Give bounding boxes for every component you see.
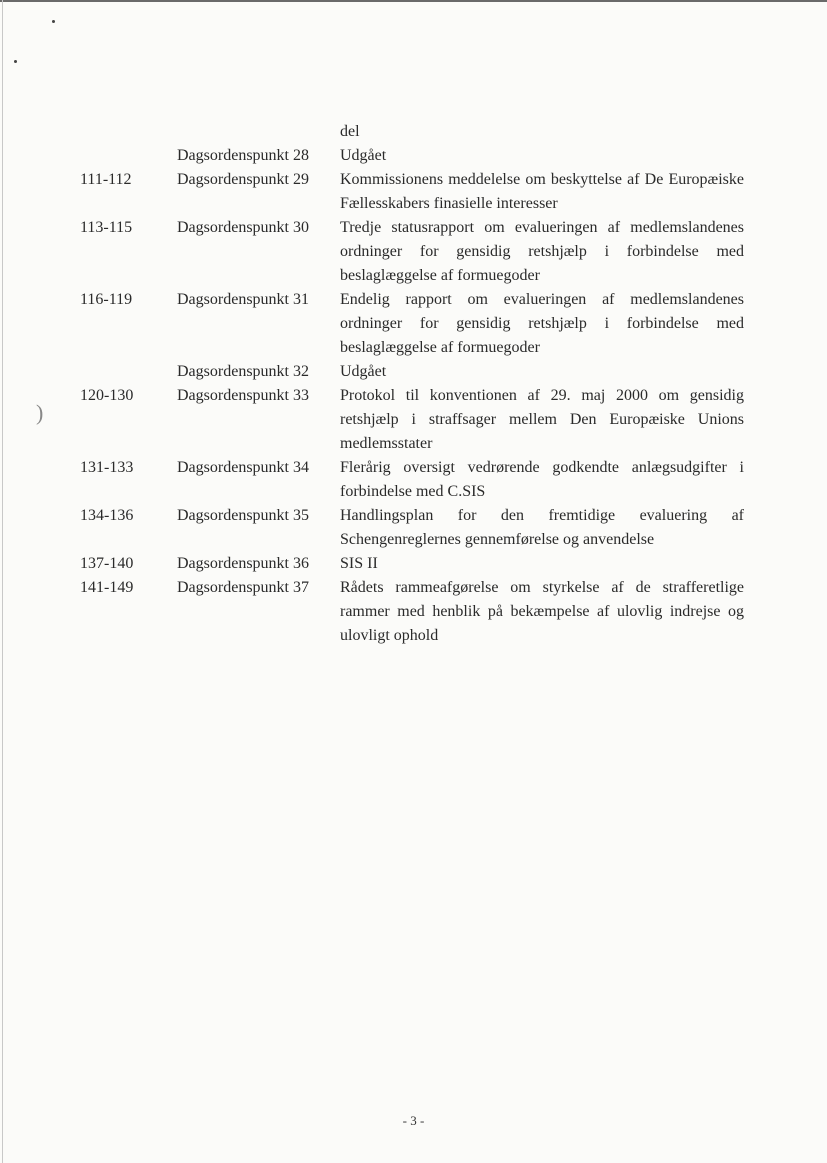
agenda-description: Udgået bbox=[340, 147, 387, 164]
agenda-item-label: Dagsordenspunkt 30 bbox=[177, 219, 309, 236]
agenda-row bbox=[0, 384, 827, 456]
agenda-item-label: Dagsordenspunkt 31 bbox=[177, 291, 309, 308]
page-range: 116-119 bbox=[80, 291, 133, 308]
agenda-row bbox=[0, 576, 827, 648]
agenda-list bbox=[0, 120, 827, 648]
agenda-row bbox=[0, 504, 827, 552]
page-range: 137-140 bbox=[80, 555, 134, 572]
agenda-description: Flerårig oversigt vedrørende godkendte anlægsudgifter i forbindelse med C.SIS bbox=[340, 459, 744, 500]
top-edge-rule bbox=[0, 0, 827, 2]
agenda-description: SIS II bbox=[340, 555, 378, 572]
agenda-row bbox=[0, 216, 827, 288]
agenda-description: Kommissionens meddelelse om beskyttelse af De Europæiske Fællesskabers finasielle interesser bbox=[340, 171, 744, 212]
agenda-description: Udgået bbox=[340, 363, 387, 380]
agenda-item-label: Dagsordenspunkt 32 bbox=[177, 363, 309, 380]
agenda-row bbox=[0, 168, 827, 216]
page-range: 141-149 bbox=[80, 579, 134, 596]
agenda-item-label: Dagsordenspunkt 33 bbox=[177, 387, 309, 404]
agenda-item-label: Dagsordenspunkt 29 bbox=[177, 171, 309, 188]
agenda-description: del bbox=[340, 123, 360, 140]
agenda-item-label: Dagsordenspunkt 28 bbox=[177, 147, 309, 164]
agenda-row bbox=[0, 456, 827, 504]
agenda-description: Rådets rammeafgørelse om styrkelse af de strafferetlige rammer med henblik på bekæmpelse af ulovlig indrejse og ulovligt ophold bbox=[340, 579, 744, 644]
scan-speck bbox=[14, 60, 17, 63]
agenda-item-label: Dagsordenspunkt 37 bbox=[177, 579, 309, 596]
agenda-row bbox=[0, 360, 827, 384]
agenda-row bbox=[0, 288, 827, 360]
scan-mark: ) bbox=[36, 400, 44, 425]
page-range: 111-112 bbox=[80, 171, 132, 188]
agenda-item-label: Dagsordenspunkt 34 bbox=[177, 459, 309, 476]
agenda-description: Protokol til konventionen af 29. maj 2000 om gensidig retshjælp i straffsager mellem Den Europæiske Unions medlemsstater bbox=[340, 387, 744, 452]
page-range: 134-136 bbox=[80, 507, 134, 524]
scan-speck bbox=[52, 20, 55, 23]
agenda-row bbox=[0, 144, 827, 168]
page-number: - 3 - bbox=[402, 1113, 425, 1128]
agenda-row bbox=[0, 120, 827, 144]
agenda-item-label: Dagsordenspunkt 36 bbox=[177, 555, 309, 572]
agenda-description: Tredje statusrapport om evalueringen af medlemslandenes ordninger for gensidig retshjælp i forbindelse med beslaglæggelse af formuegoder bbox=[340, 219, 744, 284]
page-range: 120-130 bbox=[80, 387, 134, 404]
page-range: 113-115 bbox=[80, 219, 133, 236]
page-range: 131-133 bbox=[80, 459, 134, 476]
agenda-row bbox=[0, 552, 827, 576]
agenda-description: Handlingsplan for den fremtidige evaluering af Schengenreglernes gennemførelse og anvendelse bbox=[340, 507, 744, 548]
agenda-item-label: Dagsordenspunkt 35 bbox=[177, 507, 309, 524]
agenda-description: Endelig rapport om evalueringen af medlemslandenes ordninger for gensidig retshjælp i forbindelse med beslaglæggelse af formuegoder bbox=[340, 291, 744, 356]
